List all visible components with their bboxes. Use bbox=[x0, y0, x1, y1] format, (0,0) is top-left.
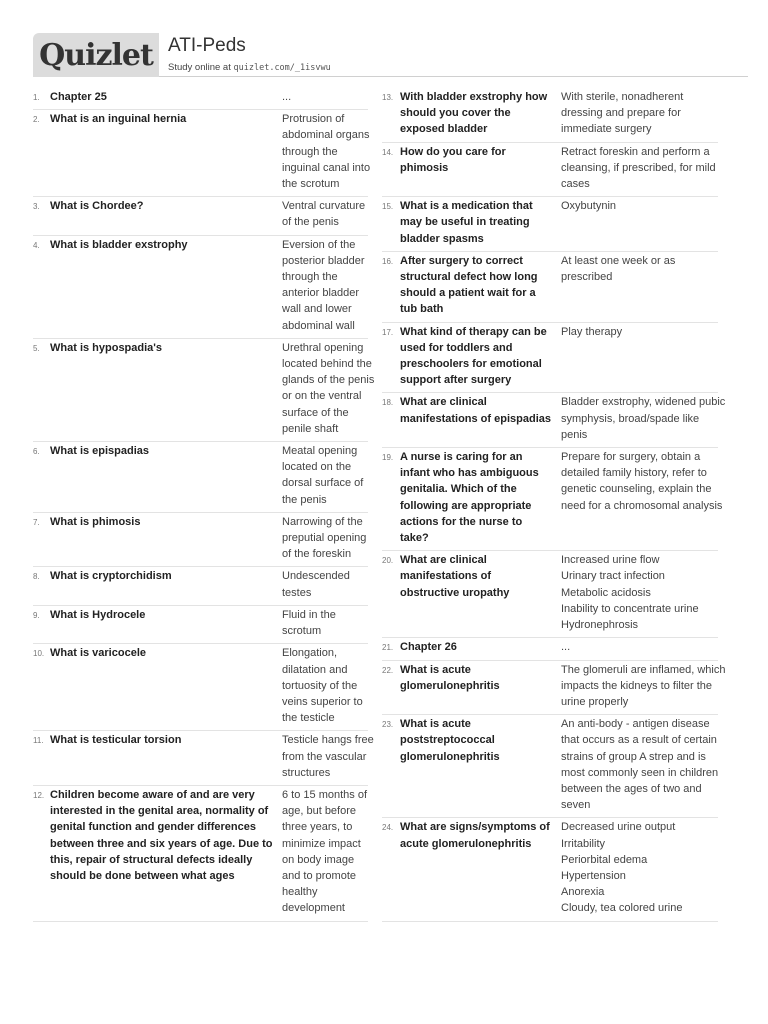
header-divider bbox=[159, 76, 748, 77]
card-number: 15. bbox=[382, 202, 394, 212]
card-number: 13. bbox=[382, 93, 394, 102]
card-row bbox=[33, 110, 371, 197]
card-definition: 6 to 15 months of age, but before three years, to minimize impact on body image and to promote healthy development bbox=[282, 788, 367, 915]
card-row bbox=[33, 236, 368, 339]
card-row bbox=[33, 786, 368, 922]
card-term: After surgery to correct structural defect how long should a patient wait for a tub bath bbox=[400, 254, 538, 316]
card-term: What are signs/symptoms of acute glomerulonephritis bbox=[400, 821, 550, 850]
study-online-label: Study online at bbox=[168, 62, 231, 73]
card-row bbox=[33, 197, 368, 235]
card-definition: Play therapy bbox=[561, 325, 623, 338]
card-term: What is a medication that may be useful in treating bladder spasms bbox=[400, 200, 533, 245]
card-definition: Oxybutynin bbox=[561, 200, 617, 213]
page-header bbox=[33, 33, 748, 77]
card-definition: Fluid in the scrotum bbox=[282, 608, 336, 638]
card-number: 1. bbox=[33, 93, 40, 102]
card-number: 8. bbox=[33, 572, 40, 582]
card-row bbox=[382, 638, 718, 660]
card-term: What is bladder exstrophy bbox=[50, 238, 188, 251]
card-term: Chapter 25 bbox=[50, 91, 107, 103]
card-number: 19. bbox=[382, 453, 394, 463]
card-row bbox=[33, 442, 368, 513]
card-definition: Ventral curvature of the penis bbox=[282, 200, 366, 229]
card-definition: Decreased urine output Irritability Periorbital edema Hypertension Anorexia Cloudy, tea colored urine bbox=[561, 821, 683, 915]
card-definition: Elongation, dilatation and tortuosity of the veins superior to the testicle bbox=[282, 647, 363, 725]
card-definition: ... bbox=[282, 91, 292, 103]
card-definition: Increased urine flow Urinary tract infection Metabolic acidosis Inability to concentrate urine Hydronephrosis bbox=[561, 554, 699, 632]
card-number: 11. bbox=[33, 736, 44, 746]
card-definition: Undescended testes bbox=[282, 570, 350, 599]
left-column bbox=[33, 88, 375, 922]
card-term: With bladder exstrophy how should you cover the exposed bladder bbox=[400, 91, 548, 136]
card-number: 18. bbox=[382, 398, 394, 408]
card-row bbox=[382, 551, 718, 638]
card-term: What kind of therapy can be used for toddlers and preschoolers for emotional support after surgery bbox=[400, 325, 547, 387]
card-term: A nurse is caring for an infant who has ambiguous genitalia. Which of the following are appropriate actions for the nurse to take? bbox=[400, 451, 539, 545]
card-term: What is acute poststreptococcal glomerulonephritis bbox=[400, 718, 500, 763]
card-term: What is testicular torsion bbox=[50, 734, 182, 747]
card-term: Children become aware of and are very interested in the genital area, normality of genital function and gender differences between three and six years of age. Due to this, repair of structural defects ideally should be done between what ages bbox=[50, 788, 273, 882]
card-number: 21. bbox=[382, 643, 394, 653]
card-number: 4. bbox=[33, 240, 40, 250]
card-term: What is phimosis bbox=[50, 515, 141, 528]
card-definition: Narrowing of the preputial opening of the foreskin bbox=[282, 515, 367, 561]
card-row bbox=[382, 448, 723, 551]
card-row bbox=[33, 731, 374, 786]
card-definition: Testicle hangs free from the vascular structures bbox=[282, 734, 374, 779]
card-row bbox=[382, 88, 718, 143]
card-row bbox=[382, 661, 726, 716]
card-row bbox=[382, 715, 718, 818]
card-definition: Retract foreskin and perform a cleansing, if prescribed, for mild cases bbox=[561, 145, 716, 191]
card-term: What is Hydrocele bbox=[50, 608, 146, 621]
card-row bbox=[382, 197, 718, 252]
card-row bbox=[33, 339, 375, 442]
card-definition: Urethral opening located behind the glands of the penis or on the ventral surface of the penile shaft bbox=[282, 341, 375, 435]
study-online-line bbox=[168, 62, 331, 73]
card-definition: Eversion of the posterior bladder through the anterior bladder wall and lower abdominal wall bbox=[282, 238, 365, 332]
card-term: What is epispadias bbox=[50, 445, 150, 458]
card-term: What are clinical manifestations of epispadias bbox=[400, 396, 551, 425]
card-term: What is an inguinal hernia bbox=[50, 113, 187, 126]
card-number: 10. bbox=[33, 649, 45, 659]
card-definition: Prepare for surgery, obtain a detailed family history, refer to genetic counseling, explain the need for a chromosomal analysis bbox=[561, 451, 723, 512]
card-definition: With sterile, nonadherent dressing and prepare for immediate surgery bbox=[561, 91, 684, 136]
card-term: What is hypospadia's bbox=[50, 341, 163, 354]
card-definition: An anti-body - antigen disease that occurs as a result of certain strains of group A strep and is most commonly seen in children between the ages of two and seven bbox=[561, 718, 719, 812]
card-number: 12. bbox=[33, 790, 45, 800]
card-term: What are clinical manifestations of obstructive uropathy bbox=[400, 554, 510, 599]
card-number: 16. bbox=[382, 256, 394, 266]
card-row bbox=[382, 143, 718, 198]
card-definition: Meatal opening located on the dorsal surface of the penis bbox=[282, 445, 364, 506]
right-column bbox=[382, 88, 726, 922]
card-number: 20. bbox=[382, 556, 394, 566]
card-number: 17. bbox=[382, 327, 394, 337]
card-row bbox=[33, 88, 368, 110]
card-row bbox=[33, 644, 368, 731]
card-row bbox=[382, 252, 718, 323]
card-term: What is varicocele bbox=[50, 647, 146, 660]
card-term: What is acute glomerulonephritis bbox=[400, 663, 500, 692]
card-number: 3. bbox=[33, 202, 40, 212]
card-row bbox=[382, 323, 718, 394]
card-row bbox=[33, 513, 368, 568]
quizlet-logo[interactable]: Quizlet bbox=[33, 33, 159, 77]
card-term: Chapter 26 bbox=[400, 641, 457, 654]
study-url-link[interactable]: quizlet.com/_1isvwu bbox=[233, 63, 331, 73]
card-definition: ... bbox=[561, 641, 571, 654]
card-term: What is Chordee? bbox=[50, 200, 144, 213]
card-number: 2. bbox=[33, 115, 40, 125]
card-number: 5. bbox=[33, 343, 40, 353]
card-definition: Protrusion of abdominal organs through the inguinal canal into the scrotum bbox=[282, 113, 371, 191]
card-number: 22. bbox=[382, 665, 394, 675]
card-number: 23. bbox=[382, 720, 394, 730]
card-definition: At least one week or as prescribed bbox=[561, 254, 676, 284]
card-term: What is cryptorchidism bbox=[50, 570, 172, 583]
card-row bbox=[382, 818, 718, 921]
card-row bbox=[33, 567, 368, 605]
card-number: 7. bbox=[33, 517, 40, 527]
card-number: 6. bbox=[33, 447, 40, 457]
card-term: How do you care for phimosis bbox=[400, 145, 506, 174]
card-row bbox=[382, 393, 726, 448]
set-title: ATI-Peds bbox=[168, 35, 246, 56]
card-definition: The glomeruli are inflamed, which impacts the kidneys to filter the urine properly bbox=[561, 663, 726, 708]
card-number: 9. bbox=[33, 610, 40, 620]
card-row bbox=[33, 606, 368, 644]
card-number: 14. bbox=[382, 147, 394, 157]
card-definition: Bladder exstrophy, widened pubic symphysis, broad/spade like penis bbox=[561, 396, 726, 441]
card-number: 24. bbox=[382, 823, 394, 833]
